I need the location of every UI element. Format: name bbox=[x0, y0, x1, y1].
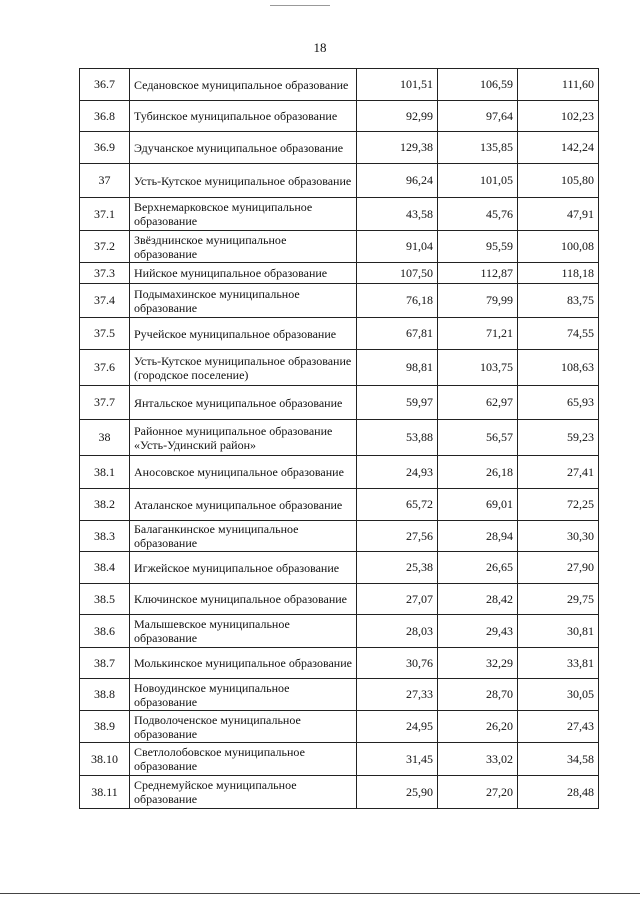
row-value-1: 24,93 bbox=[357, 456, 438, 489]
row-value-1: 96,24 bbox=[357, 164, 438, 198]
row-name: Усть-Кутское муниципальное образование bbox=[130, 164, 357, 198]
row-value-2: 26,65 bbox=[438, 552, 518, 584]
row-name: Усть-Кутское муниципальное образование (городское поселение) bbox=[130, 350, 357, 386]
row-value-1: 107,50 bbox=[357, 263, 438, 284]
row-code: 37.4 bbox=[80, 284, 130, 318]
row-name: Среднемуйское муниципальное образование bbox=[130, 776, 357, 809]
row-value-2: 45,76 bbox=[438, 198, 518, 231]
table-row bbox=[80, 521, 599, 552]
row-code: 38 bbox=[80, 420, 130, 456]
row-value-1: 92,99 bbox=[357, 101, 438, 132]
row-value-2: 71,21 bbox=[438, 318, 518, 350]
row-value-2: 26,18 bbox=[438, 456, 518, 489]
table-row bbox=[80, 386, 599, 420]
row-name: Игжейское муниципальное образование bbox=[130, 552, 357, 584]
row-name: Тубинское муниципальное образование bbox=[130, 101, 357, 132]
row-value-1: 27,07 bbox=[357, 584, 438, 615]
row-code: 36.7 bbox=[80, 69, 130, 101]
row-code: 38.5 bbox=[80, 584, 130, 615]
row-name: Подволоченское муниципальное образование bbox=[130, 711, 357, 743]
row-value-1: 65,72 bbox=[357, 489, 438, 521]
row-name: Янтальское муниципальное образование bbox=[130, 386, 357, 420]
row-value-1: 98,81 bbox=[357, 350, 438, 386]
row-value-1: 76,18 bbox=[357, 284, 438, 318]
table-row bbox=[80, 263, 599, 284]
row-value-2: 28,42 bbox=[438, 584, 518, 615]
row-value-2: 27,20 bbox=[438, 776, 518, 809]
table-row bbox=[80, 420, 599, 456]
table-row bbox=[80, 350, 599, 386]
row-value-3: 27,90 bbox=[518, 552, 599, 584]
row-value-1: 28,03 bbox=[357, 615, 438, 648]
table-row bbox=[80, 743, 599, 776]
row-value-3: 108,63 bbox=[518, 350, 599, 386]
row-name: Аталанское муниципальное образование bbox=[130, 489, 357, 521]
row-code: 37.6 bbox=[80, 350, 130, 386]
row-value-3: 34,58 bbox=[518, 743, 599, 776]
row-value-2: 28,70 bbox=[438, 679, 518, 711]
row-code: 37.5 bbox=[80, 318, 130, 350]
row-value-1: 27,56 bbox=[357, 521, 438, 552]
row-code: 38.9 bbox=[80, 711, 130, 743]
row-code: 38.11 bbox=[80, 776, 130, 809]
table-row bbox=[80, 711, 599, 743]
table-row bbox=[80, 69, 599, 101]
row-value-1: 91,04 bbox=[357, 231, 438, 263]
page-number: 18 bbox=[313, 40, 327, 55]
row-name: Подымахинское муниципальное образование bbox=[130, 284, 357, 318]
table-row bbox=[80, 489, 599, 521]
row-value-3: 27,43 bbox=[518, 711, 599, 743]
row-value-3: 47,91 bbox=[518, 198, 599, 231]
row-value-3: 74,55 bbox=[518, 318, 599, 350]
row-name: Верхнемарковское муниципальное образование bbox=[130, 198, 357, 231]
row-code: 38.3 bbox=[80, 521, 130, 552]
bottom-rule bbox=[0, 893, 640, 894]
row-value-2: 28,94 bbox=[438, 521, 518, 552]
row-code: 36.9 bbox=[80, 132, 130, 164]
row-value-3: 65,93 bbox=[518, 386, 599, 420]
table-row bbox=[80, 231, 599, 263]
table-row bbox=[80, 164, 599, 198]
row-value-3: 72,25 bbox=[518, 489, 599, 521]
table-row bbox=[80, 679, 599, 711]
tariff-table bbox=[79, 68, 599, 809]
row-value-3: 30,05 bbox=[518, 679, 599, 711]
row-value-2: 62,97 bbox=[438, 386, 518, 420]
row-value-3: 30,81 bbox=[518, 615, 599, 648]
row-value-2: 29,43 bbox=[438, 615, 518, 648]
row-value-1: 25,90 bbox=[357, 776, 438, 809]
table-row bbox=[80, 198, 599, 231]
row-code: 38.1 bbox=[80, 456, 130, 489]
row-value-2: 135,85 bbox=[438, 132, 518, 164]
row-value-2: 79,99 bbox=[438, 284, 518, 318]
row-value-3: 83,75 bbox=[518, 284, 599, 318]
row-value-2: 32,29 bbox=[438, 648, 518, 679]
row-value-1: 43,58 bbox=[357, 198, 438, 231]
row-name: Звёзднинское муниципальное образование bbox=[130, 231, 357, 263]
table-row bbox=[80, 552, 599, 584]
row-name: Аносовское муниципальное образование bbox=[130, 456, 357, 489]
row-value-3: 142,24 bbox=[518, 132, 599, 164]
row-name: Светлолобовское муниципальное образование bbox=[130, 743, 357, 776]
top-rule bbox=[270, 5, 330, 6]
row-value-3: 59,23 bbox=[518, 420, 599, 456]
row-value-3: 30,30 bbox=[518, 521, 599, 552]
row-value-2: 101,05 bbox=[438, 164, 518, 198]
row-value-1: 67,81 bbox=[357, 318, 438, 350]
row-value-3: 118,18 bbox=[518, 263, 599, 284]
row-name: Седановское муниципальное образование bbox=[130, 69, 357, 101]
row-name: Ручейское муниципальное образование bbox=[130, 318, 357, 350]
row-value-3: 27,41 bbox=[518, 456, 599, 489]
row-value-1: 101,51 bbox=[357, 69, 438, 101]
row-code: 37.1 bbox=[80, 198, 130, 231]
row-value-3: 105,80 bbox=[518, 164, 599, 198]
row-value-1: 24,95 bbox=[357, 711, 438, 743]
table-row bbox=[80, 615, 599, 648]
row-value-3: 29,75 bbox=[518, 584, 599, 615]
row-value-3: 102,23 bbox=[518, 101, 599, 132]
row-code: 38.6 bbox=[80, 615, 130, 648]
row-value-2: 56,57 bbox=[438, 420, 518, 456]
table-row bbox=[80, 584, 599, 615]
row-name: Балаганкинское муниципальное образование bbox=[130, 521, 357, 552]
row-name: Нийское муниципальное образование bbox=[130, 263, 357, 284]
table-row bbox=[80, 101, 599, 132]
row-value-1: 129,38 bbox=[357, 132, 438, 164]
row-value-2: 97,64 bbox=[438, 101, 518, 132]
table-row bbox=[80, 318, 599, 350]
row-value-1: 59,97 bbox=[357, 386, 438, 420]
table-row bbox=[80, 284, 599, 318]
row-value-1: 27,33 bbox=[357, 679, 438, 711]
row-name: Новоудинское муниципальное образование bbox=[130, 679, 357, 711]
row-name: Ключинское муниципальное образование bbox=[130, 584, 357, 615]
row-value-3: 100,08 bbox=[518, 231, 599, 263]
row-value-3: 111,60 bbox=[518, 69, 599, 101]
row-code: 38.7 bbox=[80, 648, 130, 679]
row-value-3: 33,81 bbox=[518, 648, 599, 679]
row-code: 37.2 bbox=[80, 231, 130, 263]
row-code: 37 bbox=[80, 164, 130, 198]
row-value-2: 103,75 bbox=[438, 350, 518, 386]
row-value-2: 33,02 bbox=[438, 743, 518, 776]
row-value-1: 53,88 bbox=[357, 420, 438, 456]
row-code: 38.2 bbox=[80, 489, 130, 521]
row-value-1: 25,38 bbox=[357, 552, 438, 584]
row-code: 38.8 bbox=[80, 679, 130, 711]
row-name: Эдучанское муниципальное образование bbox=[130, 132, 357, 164]
row-code: 37.3 bbox=[80, 263, 130, 284]
row-value-3: 28,48 bbox=[518, 776, 599, 809]
table-row bbox=[80, 456, 599, 489]
row-value-2: 106,59 bbox=[438, 69, 518, 101]
row-code: 37.7 bbox=[80, 386, 130, 420]
row-value-2: 112,87 bbox=[438, 263, 518, 284]
row-value-2: 26,20 bbox=[438, 711, 518, 743]
row-name: Молькинское муниципальное образование bbox=[130, 648, 357, 679]
table-row bbox=[80, 648, 599, 679]
row-code: 38.10 bbox=[80, 743, 130, 776]
row-value-1: 31,45 bbox=[357, 743, 438, 776]
row-code: 36.8 bbox=[80, 101, 130, 132]
row-name: Районное муниципальное образование «Усть-Удинский район» bbox=[130, 420, 357, 456]
row-code: 38.4 bbox=[80, 552, 130, 584]
row-name: Малышевское муниципальное образование bbox=[130, 615, 357, 648]
row-value-2: 69,01 bbox=[438, 489, 518, 521]
table-row bbox=[80, 776, 599, 809]
row-value-2: 95,59 bbox=[438, 231, 518, 263]
row-value-1: 30,76 bbox=[357, 648, 438, 679]
table-row bbox=[80, 132, 599, 164]
table-body bbox=[80, 69, 599, 809]
